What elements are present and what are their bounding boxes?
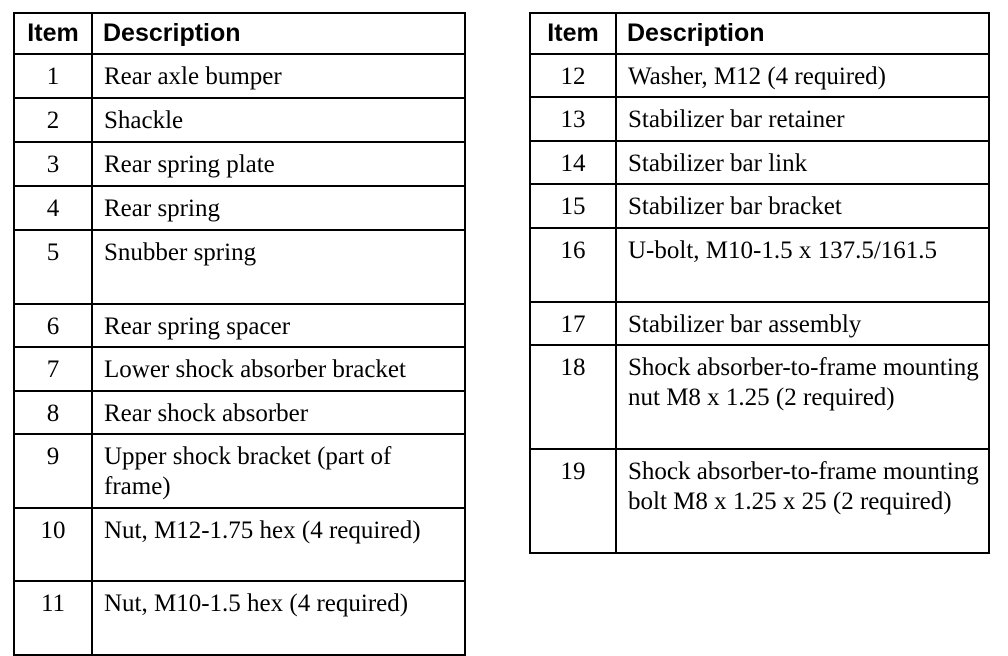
table-row <box>14 186 465 230</box>
table-row <box>530 184 989 228</box>
table-row <box>14 54 465 98</box>
item-number: 14 <box>530 141 616 184</box>
item-number: 3 <box>14 142 92 186</box>
parts-table-right <box>529 12 990 554</box>
item-number: 6 <box>14 304 92 347</box>
item-number: 18 <box>530 345 616 449</box>
item-number: 13 <box>530 97 616 141</box>
table-row <box>530 141 989 184</box>
table-row <box>530 449 989 553</box>
item-number: 7 <box>14 347 92 391</box>
table-row <box>530 302 989 345</box>
table-row <box>14 230 465 304</box>
item-description: Stabilizer bar assembly <box>616 302 989 345</box>
item-number: 15 <box>530 184 616 228</box>
table-row <box>530 54 989 97</box>
table-row <box>14 391 465 434</box>
table-row <box>14 581 465 655</box>
item-number: 1 <box>14 54 92 98</box>
column-header-item: Item <box>14 13 92 54</box>
table-row <box>530 345 989 449</box>
parts-table-left <box>13 12 466 656</box>
table-row <box>14 142 465 186</box>
column-header-description: Description <box>616 13 989 54</box>
item-description: Rear shock absorber <box>92 391 465 434</box>
item-description: Stabilizer bar bracket <box>616 184 989 228</box>
column-header-description: Description <box>92 13 465 54</box>
item-number: 8 <box>14 391 92 434</box>
item-description: Upper shock bracket (part of frame) <box>92 434 465 508</box>
item-description: Shock absorber-to-frame mounting nut M8 x 1.25 (2 required) <box>616 345 989 449</box>
item-description: Washer, M12 (4 required) <box>616 54 989 97</box>
item-description: Nut, M10-1.5 hex (4 required) <box>92 581 465 655</box>
item-number: 9 <box>14 434 92 508</box>
item-number: 12 <box>530 54 616 97</box>
item-description: Stabilizer bar retainer <box>616 97 989 141</box>
item-number: 10 <box>14 508 92 581</box>
item-number: 17 <box>530 302 616 345</box>
item-description: Shackle <box>92 98 465 142</box>
table-row <box>530 228 989 302</box>
item-description: Nut, M12-1.75 hex (4 required) <box>92 508 465 581</box>
table-row <box>14 304 465 347</box>
item-number: 5 <box>14 230 92 304</box>
table-header-row <box>530 13 989 54</box>
table-row <box>14 434 465 508</box>
item-description: U-bolt, M10-1.5 x 137.5/161.5 <box>616 228 989 302</box>
table-row <box>14 508 465 581</box>
table-row <box>14 347 465 391</box>
item-description: Rear spring plate <box>92 142 465 186</box>
item-description: Stabilizer bar link <box>616 141 989 184</box>
item-description: Rear axle bumper <box>92 54 465 98</box>
item-description: Shock absorber-to-frame mounting bolt M8 x 1.25 x 25 (2 required) <box>616 449 989 553</box>
item-description: Rear spring spacer <box>92 304 465 347</box>
item-number: 19 <box>530 449 616 553</box>
item-number: 11 <box>14 581 92 655</box>
item-number: 16 <box>530 228 616 302</box>
item-description: Rear spring <box>92 186 465 230</box>
item-number: 4 <box>14 186 92 230</box>
table-row <box>530 97 989 141</box>
table-header-row <box>14 13 465 54</box>
column-header-item: Item <box>530 13 616 54</box>
table-row <box>14 98 465 142</box>
item-number: 2 <box>14 98 92 142</box>
item-description: Lower shock absorber bracket <box>92 347 465 391</box>
item-description: Snubber spring <box>92 230 465 304</box>
